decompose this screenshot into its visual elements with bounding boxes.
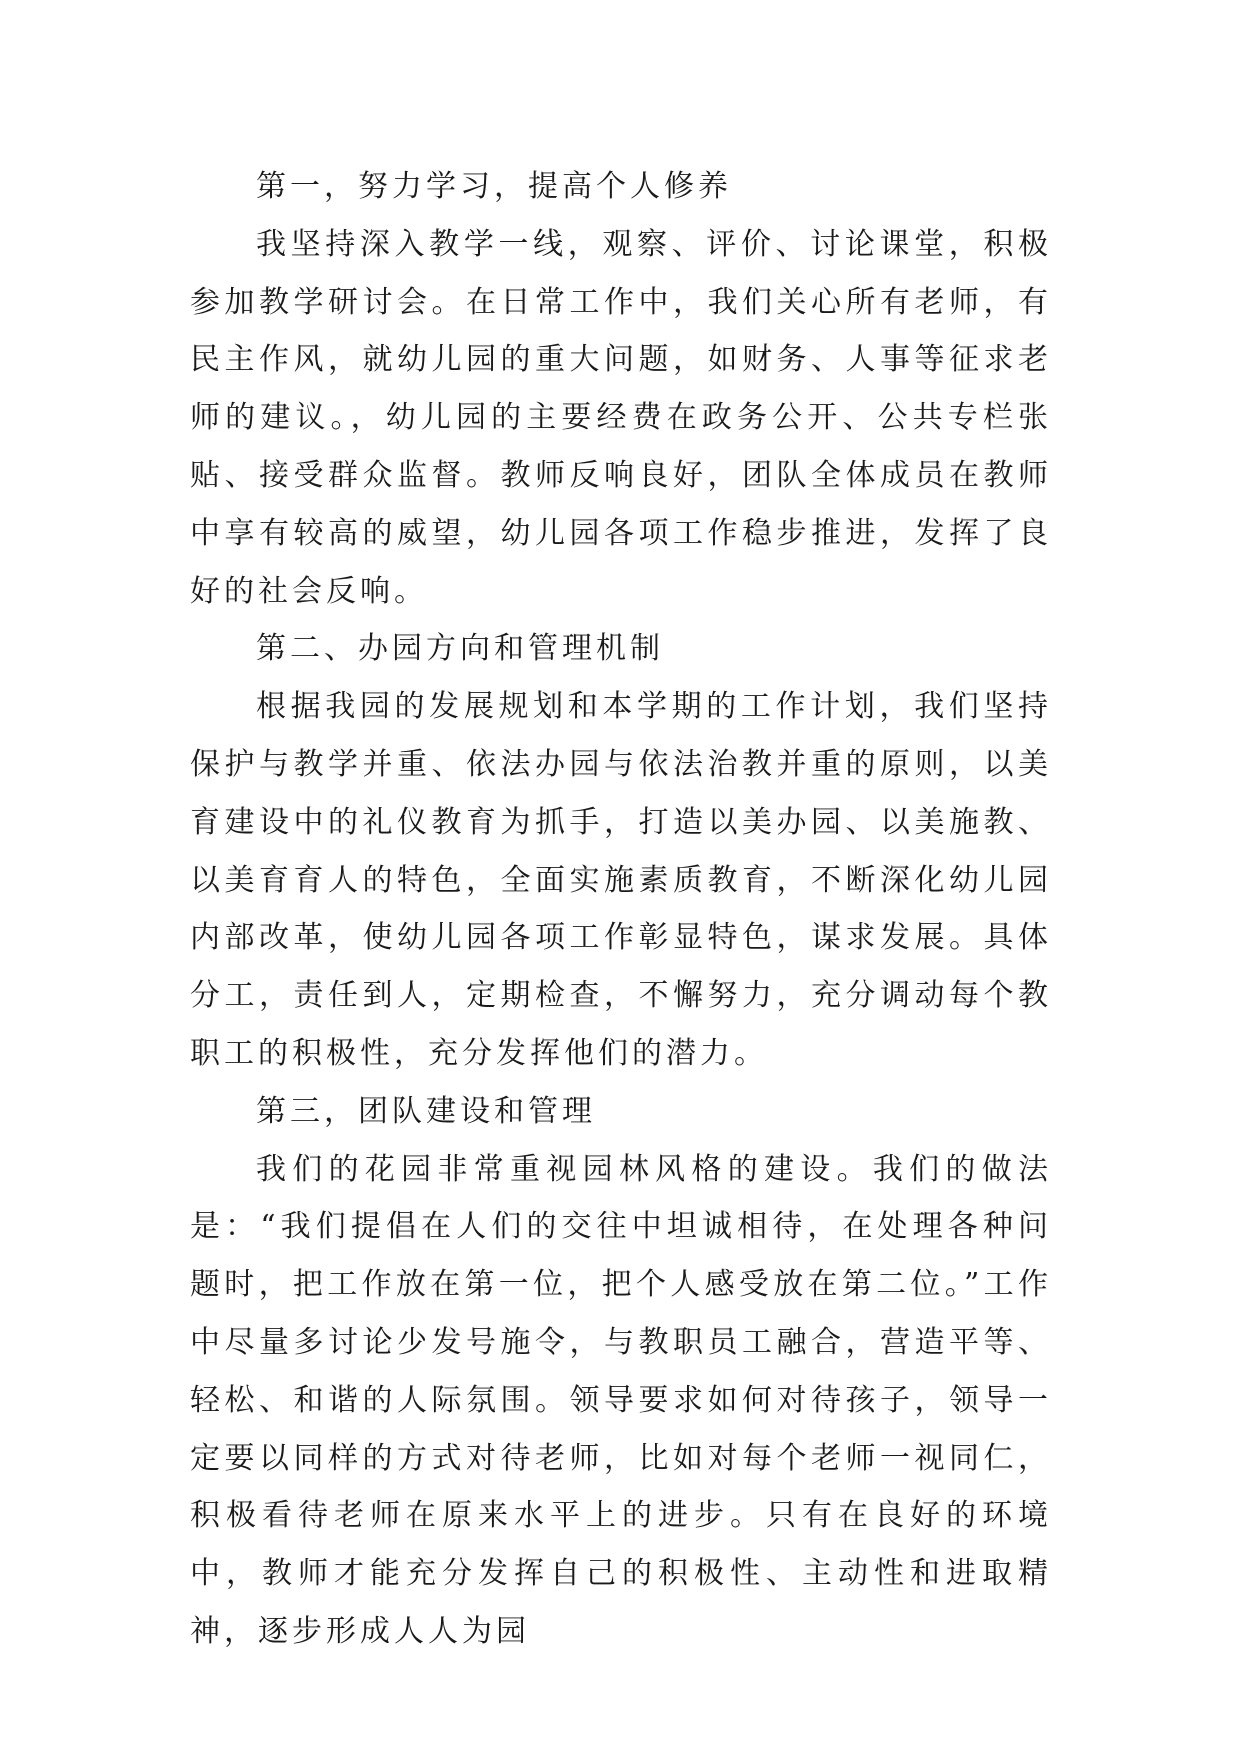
section-heading-2: 第二、办园方向和管理机制	[256, 631, 664, 667]
document-body	[190, 158, 1052, 1661]
section-paragraph-2: 根据我园的发展规划和本学期的工作计划，我们坚持保护与教学并重、依法办园与依法治教并重的原则，以美育建设中的礼仪教育为抓手，打造以美办园、以美施教、以美育育人的特色，全面实施素质教育，不断深化幼儿园内部改革，使幼儿园各项工作彰显特色，谋求发展。具体分工，责任到人，定期检查，不懈努力，充分调动每个教职工的积极性，充分发挥他们的潜力。	[190, 689, 1052, 1071]
section-paragraph-3: 我们的花园非常重视园林风格的建设。我们的做法是：“我们提倡在人们的交往中坦诚相待，在处理各种问题时，把工作放在第一位，把个人感受放在第二位。”工作中尽量多讨论少发号施令，与教职员工融合，营造平等、轻松、和谐的人际氛围。领导要求如何对待孩子，领导一定要以同样的方式对待老师，比如对每个老师一视同仁，积极看待老师在原来水平上的进步。只有在良好的环境中，教师才能充分发挥自己的积极性、主动性和进取精神，逐步形成人人为园	[190, 1151, 1052, 1649]
section-heading-3: 第三，团队建设和管理	[256, 1093, 596, 1129]
section-paragraph-1: 我坚持深入教学一线，观察、评价、讨论课堂，积极参加教学研讨会。在日常工作中，我们关心所有老师，有民主作风，就幼儿园的重大问题，如财务、人事等征求老师的建议。，幼儿园的主要经费在政务公开、公共专栏张贴、接受群众监督。教师反响良好，团队全体成员在教师中享有较高的威望，幼儿园各项工作稳步推进，发挥了良好的社会反响。	[190, 226, 1052, 609]
section-heading-1: 第一，努力学习，提高个人修养	[256, 169, 732, 204]
